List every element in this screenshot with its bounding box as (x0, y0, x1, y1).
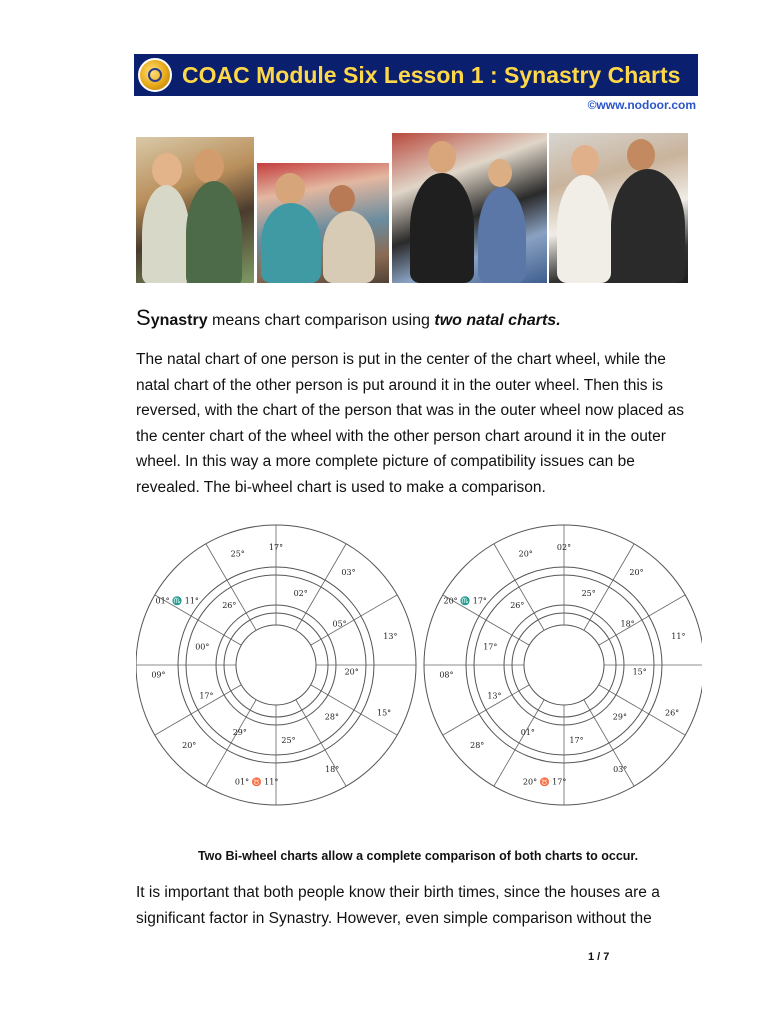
intro-emphasis: two natal charts. (434, 312, 561, 329)
chart-degree-label: 25° (581, 589, 596, 599)
biwheel-chart-left (136, 525, 416, 805)
synastry-term: ynastry (150, 312, 208, 329)
chart-degree-label: 28° (470, 740, 485, 750)
chart-degree-label: 20° (629, 567, 644, 577)
body-paragraph-1: The natal chart of one person is put in the center of the chart wheel, while the natal chart of the other person is put around it in the outer wheel. Then this is reversed, with the chart of the person that was in the outer wheel now placed as the center chart of the wheel with the other person chart around it in the outer wheel. In this way a more complete picture of compatibility issues can be revealed. The bi-wheel chart is used to make a comparison. (136, 351, 684, 496)
photo-strip (136, 133, 688, 283)
couple-photo-2 (257, 163, 389, 283)
chart-degree-label: 29° (612, 712, 627, 722)
chart-degree-label: 26° (510, 601, 525, 610)
chart-degree-label: 08° (439, 670, 454, 680)
chart-degree-label: 20° ♏ 17° (443, 596, 487, 606)
chart-degree-label: 17° (569, 736, 584, 745)
chart-degree-label: 20° ♉ 17° (522, 777, 567, 787)
page-title: COAC Module Six Lesson 1 : Synastry Charts (182, 61, 681, 88)
chart-degree-label: 05° (332, 619, 347, 629)
chart-degree-label: 26° (665, 708, 680, 718)
chart-degree-label: 28° (324, 712, 339, 722)
chart-degree-label: 01° ♉ 11° (234, 777, 279, 787)
couple-photo-1 (136, 137, 254, 283)
intro-middle: means chart comparison using (207, 312, 435, 329)
chart-degree-label: 00° (195, 642, 210, 652)
biwheel-chart-right (424, 525, 702, 805)
intro-line (136, 305, 696, 334)
chart-degree-label: 02° (556, 543, 572, 552)
chart-degree-label: 17° (268, 543, 284, 552)
chart-degree-label: 18° (325, 764, 340, 774)
copyright-text: ©www.nodoor.com (587, 98, 696, 112)
chart-degree-label: 03° (613, 764, 628, 774)
chart-degree-label: 29° (232, 727, 247, 737)
chart-degree-label: 01° (520, 727, 535, 737)
chart-degree-label: 15° (377, 708, 392, 718)
biwheel-charts-figure (136, 515, 702, 815)
chart-degree-label: 20° (182, 740, 197, 750)
couple-photo-3 (392, 133, 547, 283)
chart-degree-label: 17° (483, 642, 498, 652)
page-number: 1 / 7 (588, 951, 610, 963)
coac-logo-icon (138, 58, 172, 92)
chart-degree-label: 25° (230, 549, 245, 559)
body-paragraph-2: It is important that both people know their birth times, since the houses are a significant factor in Synastry. However, even simple comparison without the (136, 884, 660, 927)
couple-photo-4 (549, 133, 688, 283)
drop-letter: S (136, 305, 151, 330)
chart-degree-label: 03° (341, 567, 356, 577)
chart-degree-label: 20° (518, 549, 533, 559)
chart-degree-label: 11° (671, 632, 686, 641)
title-banner (134, 54, 698, 96)
chart-degree-label: 13° (487, 691, 502, 701)
chart-degree-label: 15° (632, 667, 647, 677)
chart-degree-label: 13° (383, 632, 398, 641)
figure-caption: Two Bi-wheel charts allow a complete comparison of both charts to occur. (197, 849, 639, 863)
chart-degree-label: 17° (199, 691, 214, 701)
chart-degree-label: 02° (293, 589, 308, 599)
chart-degree-label: 18° (620, 619, 635, 629)
chart-degree-label: 25° (281, 736, 296, 745)
chart-degree-label: 26° (222, 601, 237, 610)
chart-degree-label: 01° ♏ 11° (155, 596, 199, 606)
chart-degree-label: 09° (151, 670, 166, 680)
chart-degree-label: 20° (344, 667, 359, 677)
